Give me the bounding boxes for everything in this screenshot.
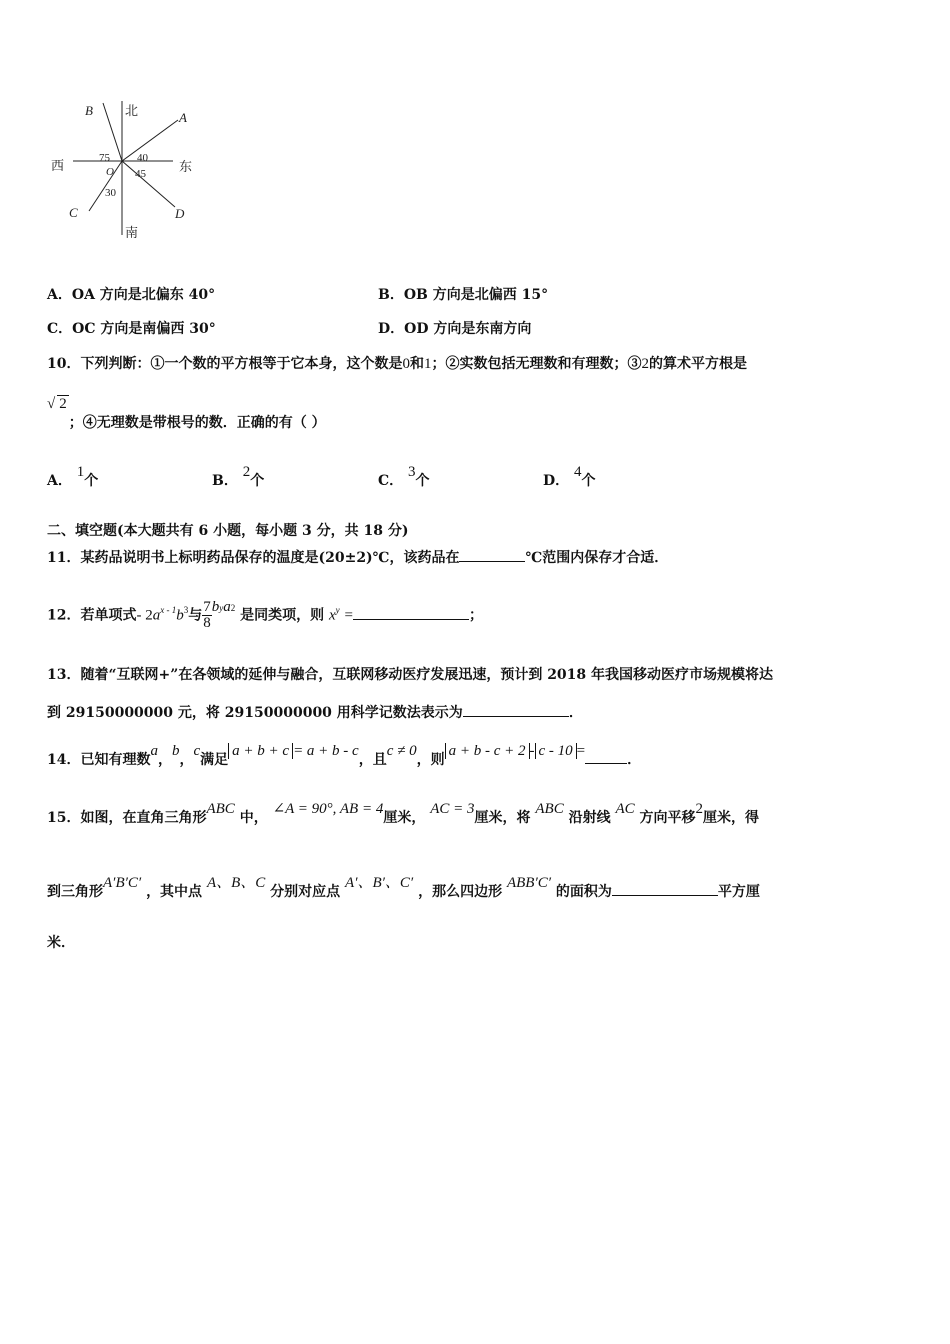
- q14-end: ．: [627, 752, 642, 768]
- q12-m2-b-exp: y: [219, 602, 224, 613]
- q10-option-a: [47, 464, 99, 490]
- q10-a-unit: 个: [84, 473, 99, 489]
- q10-option-b: [212, 464, 265, 490]
- q11-answer-blank[interactable]: [459, 548, 525, 562]
- q13-text-2: 到 29150000000 元，将 29150000000 用科学记数法表示为: [47, 705, 463, 721]
- q12-m1-a: a: [152, 607, 161, 624]
- q14-answer-blank[interactable]: [585, 750, 627, 764]
- q10-option-d: [543, 464, 596, 490]
- q12-answer-blank[interactable]: [353, 606, 469, 620]
- label-south: 南: [125, 225, 139, 240]
- q13-answer-blank[interactable]: [463, 703, 569, 717]
- q15-line-3: 米．: [47, 935, 75, 951]
- q12-text-2: 是同类项，则: [240, 607, 325, 624]
- label-c: C: [69, 205, 78, 220]
- q15-line-1: [47, 801, 760, 830]
- q12-xy-exp: y: [335, 604, 340, 615]
- q15-condition-2: AC = 3: [430, 801, 475, 817]
- label-east: 东: [179, 159, 193, 174]
- q10-c-label: C．: [378, 473, 404, 489]
- q9-b-label: B．: [378, 287, 404, 303]
- q10-b-num: 2: [242, 464, 251, 480]
- label-west: 西: [51, 158, 65, 173]
- q9-b-text: OB 方向是北偏西 15°: [403, 287, 549, 303]
- q15-l2-text-6: 平方厘: [717, 884, 760, 900]
- q12-yu: 与: [188, 607, 203, 624]
- q15-points: A、B、C: [206, 875, 266, 891]
- q15-l2-text-3: 分别对应点: [270, 884, 341, 900]
- q15-triangle-prime: A′B′C′: [103, 875, 142, 891]
- q10-option-c: [378, 464, 430, 490]
- q9-c-label: C．: [47, 321, 73, 337]
- q14-line: [47, 743, 642, 772]
- q12-m2-b: b: [211, 598, 220, 615]
- q14-text-3: ，且: [358, 752, 387, 768]
- angle-45: 45: [135, 168, 146, 180]
- q13-line-1: 13．随着“互联网+”在各领域的延伸与融合，互联网移动医疗发展迅速，预计到 2018 年我国移动医疗市场规模将达: [47, 667, 774, 683]
- label-d: D: [175, 206, 185, 221]
- q10-one: 1: [423, 356, 432, 372]
- q12-m1-coef: - 2: [136, 607, 153, 624]
- compass-diagram: [45, 95, 215, 245]
- q10-two: 2: [641, 356, 649, 372]
- q15-zhong: 中，: [239, 810, 268, 826]
- q12-fraction: [202, 600, 212, 631]
- q10-b-unit: 个: [250, 473, 265, 489]
- q9-option-d: [378, 320, 531, 338]
- q15-answer-blank[interactable]: [612, 882, 718, 896]
- q14-abs-1: a + b + c: [228, 743, 293, 759]
- q15-points-prime: A′、B′、C′: [345, 875, 414, 891]
- q9-c-text: OC 方向是南偏西 30°: [72, 321, 216, 337]
- q12-text-1: 12．若单项式: [47, 607, 137, 624]
- q15-two: 2: [695, 801, 704, 817]
- q9-option-c: [47, 320, 216, 338]
- q10-line-1: [47, 355, 747, 373]
- q12-frac-den: 8: [203, 615, 211, 631]
- q12-line: [47, 600, 483, 632]
- label-north: 北: [125, 103, 139, 118]
- q15-ac: AC: [615, 801, 635, 817]
- q15-limi-1: 厘米，: [383, 810, 426, 826]
- q10-sqrt-sign: √: [47, 396, 56, 412]
- q13-end: ．: [568, 705, 583, 721]
- section-2-title: 二、填空题(本大题共有 6 小题，每小题 3 分，共 18 分): [47, 523, 409, 539]
- q15-limi-2: 厘米，将: [474, 810, 531, 826]
- q12-m1-b-exp: 3: [183, 604, 189, 615]
- q11-text-1: 11．某药品说明书上标明药品保存的温度是(20±2)℃，该药品在: [47, 550, 460, 566]
- q14-var-b: b: [171, 743, 180, 759]
- q10-text-1: 10．下列判断：①一个数的平方根等于它本身，这个数是: [47, 356, 403, 372]
- q14-eq-1: = a + b - c: [293, 743, 359, 759]
- q10-he: 和: [409, 356, 424, 372]
- q9-d-label: D．: [378, 321, 405, 337]
- angle-75: 75: [99, 152, 110, 164]
- q12-equals: =: [344, 607, 353, 624]
- q10-c-num: 3: [408, 464, 416, 480]
- q10-sqrt-expression: [47, 395, 69, 413]
- q15-quadrilateral: ABB′C′: [506, 875, 552, 891]
- q12-m1-a-exp: x - 1: [160, 604, 177, 615]
- q10-text-4: ；④无理数是带根号的数．正确的有（ ）: [68, 415, 326, 431]
- q12-xy-base: x: [328, 607, 336, 624]
- q15-line-2: [47, 875, 760, 904]
- q14-text-4: ，则: [416, 752, 445, 768]
- q15-l2-text-4: ，那么四边形: [418, 884, 503, 900]
- q9-option-a: [47, 286, 215, 304]
- q11-line: [47, 548, 668, 567]
- q10-a-label: A．: [47, 473, 72, 489]
- q14-abs-3: c - 10: [535, 743, 577, 759]
- q15-text-1: 15．如图，在直角三角形: [47, 810, 207, 826]
- q15-text-4: 厘米，得: [703, 810, 760, 826]
- q9-a-text: OA 方向是北偏东 40°: [71, 287, 216, 303]
- q10-d-label: D．: [543, 473, 570, 489]
- q14-var-c: c: [193, 743, 201, 759]
- q14-text-2: 满足: [200, 752, 229, 768]
- q10-text-2: ；②实数包括无理数和有理数；③: [431, 356, 642, 372]
- label-a: A: [179, 110, 187, 125]
- q9-option-b: [378, 286, 548, 304]
- angle-40: 40: [137, 152, 148, 164]
- q9-d-text: OD 方向是东南方向: [404, 321, 532, 337]
- q10-d-unit: 个: [581, 473, 596, 489]
- q14-text-1: 14．已知有理数: [47, 752, 151, 768]
- q10-b-label: B．: [212, 473, 238, 489]
- q15-text-2: 沿射线: [568, 810, 611, 826]
- angle-30: 30: [105, 187, 116, 199]
- q12-frac-num: 7: [203, 599, 211, 615]
- q10-text-3: 的算术平方根是: [648, 356, 747, 372]
- q14-abs-2: a + b - c + 2: [445, 743, 530, 759]
- q12-end: ；: [469, 607, 483, 624]
- q10-zero: 0: [402, 356, 410, 372]
- q9-a-label: A．: [47, 287, 72, 303]
- q15-l2-text-5: 的面积为: [555, 884, 612, 900]
- q10-a-num: 1: [76, 464, 85, 480]
- q14-eq-2: =: [576, 743, 586, 759]
- ray-od: [122, 161, 175, 207]
- q15-abc: ABC: [206, 801, 235, 817]
- q14-condition: c ≠ 0: [386, 743, 417, 759]
- q15-abc-2: ABC: [535, 801, 564, 817]
- ray-oa: [122, 120, 178, 161]
- q12-m2-a: a: [223, 598, 231, 615]
- q10-sqrt-radicand: 2: [59, 396, 67, 412]
- q11-text-2: ℃范围内保存才合适．: [525, 550, 669, 566]
- q15-text-3: 方向平移: [639, 810, 696, 826]
- q14-minus: -: [529, 743, 535, 759]
- label-b: B: [85, 103, 93, 118]
- q12-m1-b: b: [176, 607, 184, 624]
- label-o: O: [106, 166, 114, 178]
- q10-d-num: 4: [574, 464, 582, 480]
- q10-line-2: [47, 396, 326, 431]
- q10-c-unit: 个: [415, 473, 430, 489]
- q13-line-2: [47, 703, 583, 722]
- q12-m2-a-exp: 2: [230, 602, 236, 613]
- q14-comma-1: ，: [157, 752, 172, 768]
- q15-condition-1: ∠A = 90°, AB = 4: [272, 801, 384, 817]
- q15-l2-text-1: 到三角形: [47, 884, 103, 900]
- q15-l2-text-2: ，其中点: [146, 884, 203, 900]
- q14-var-a: a: [150, 743, 158, 759]
- q14-comma-2: ，: [179, 752, 194, 768]
